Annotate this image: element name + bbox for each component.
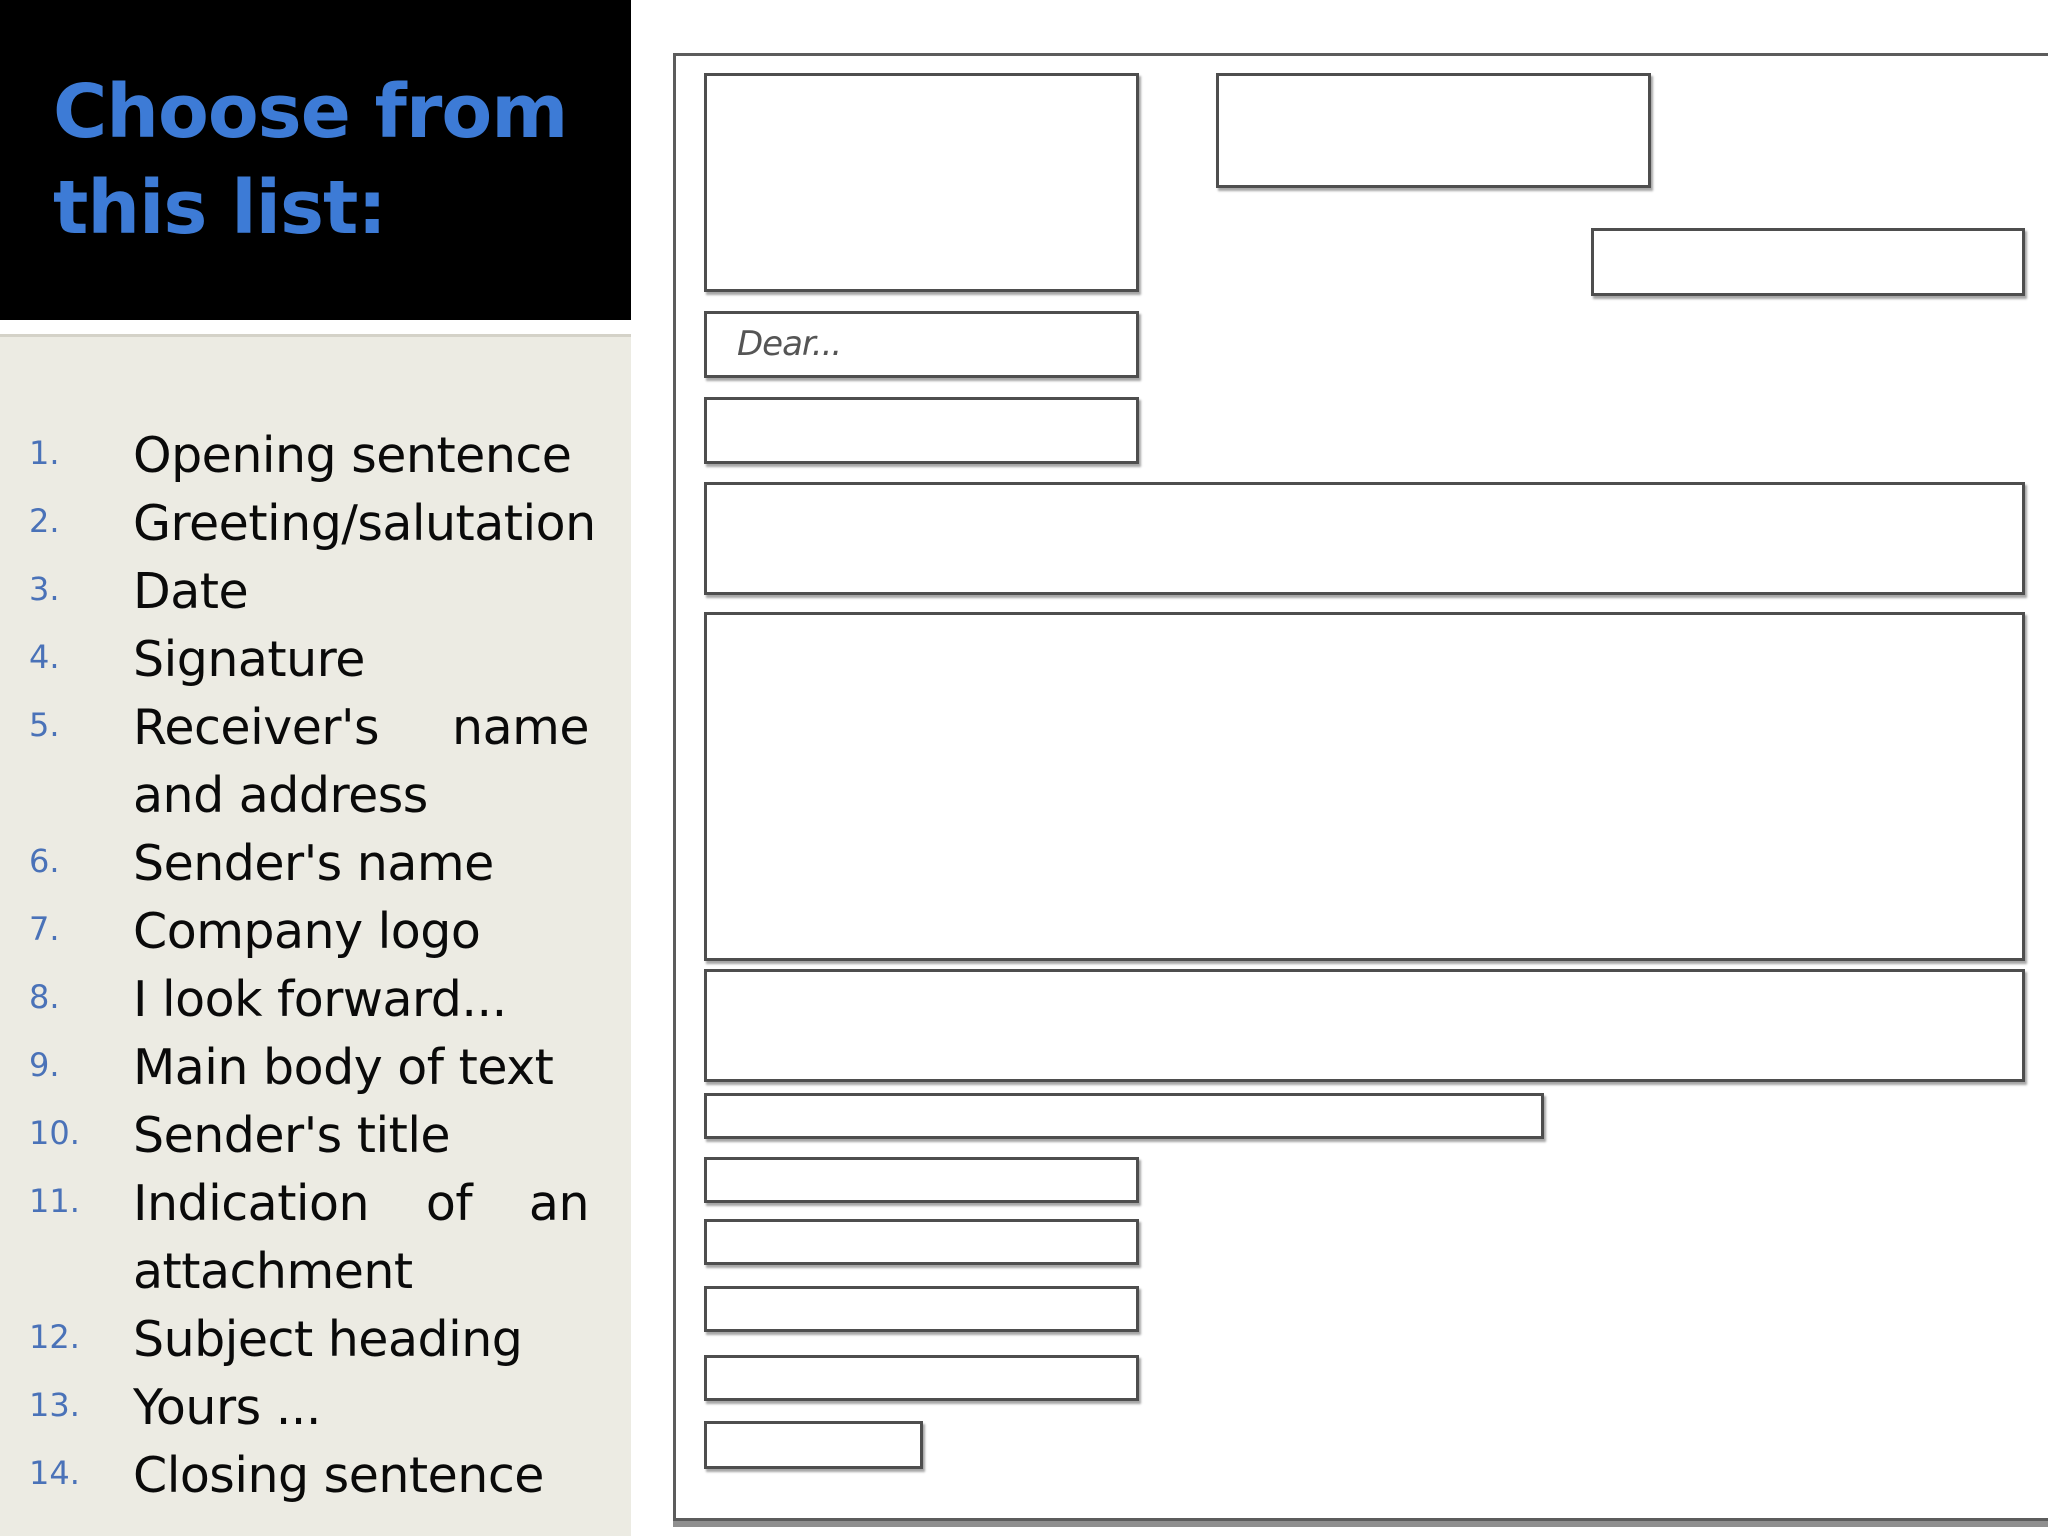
list-item [0,1170,631,1306]
item-text: Yours ... [133,1379,321,1436]
list-item [0,1374,631,1442]
item-number: 3. [29,570,60,608]
item-number: 2. [29,502,60,540]
item-number: 13. [29,1386,80,1424]
item-text: Main body of text [133,1039,554,1096]
choice-list [0,422,631,1510]
item-text: Indication of an attachment [133,1175,589,1300]
divider [0,320,631,334]
item-number: 11. [29,1182,80,1220]
letter-box-sender-name [704,1286,1139,1332]
item-number: 12. [29,1318,80,1356]
letter-box-look-forward [704,1093,1544,1139]
item-number: 5. [29,706,60,744]
list-item [0,1034,631,1102]
letter-box-attachment [704,1421,923,1469]
item-text: Receiver's name and address [133,699,589,824]
title-panel [0,0,631,320]
item-number: 10. [29,1114,80,1152]
item-text: Date [133,563,249,620]
title-line-1: Choose from [53,69,568,155]
item-text: I look forward... [133,971,507,1028]
list-item [0,626,631,694]
list-item [0,966,631,1034]
item-number: 1. [29,434,60,472]
item-number: 4. [29,638,60,676]
page-title [53,64,613,256]
letter-diagram [673,53,2048,1521]
item-text: Signature [133,631,365,688]
item-number: 14. [29,1454,80,1492]
letter-box-subject [704,397,1139,464]
list-item [0,490,631,558]
item-text: Sender's name [133,835,494,892]
item-number: 9. [29,1046,60,1084]
list-item [0,898,631,966]
letter-box-logo [704,73,1139,292]
letter-box-date [1591,228,2025,296]
list-item [0,558,631,626]
letter-box-yours [704,1157,1139,1203]
letter-box-body [704,612,2025,961]
list-item [0,1442,631,1510]
letter-box-greeting [704,311,1139,378]
item-number: 7. [29,910,60,948]
dear-text: Dear... [737,324,842,364]
item-text: Subject heading [133,1311,523,1368]
item-number: 8. [29,978,60,1016]
list-item [0,1102,631,1170]
item-text: Greeting/salutation [133,495,596,552]
title-line-2: this list: [53,165,386,251]
letter-box-closing [704,969,2025,1082]
list-item [0,422,631,490]
letter-box-sender-title [704,1355,1139,1401]
list-panel [0,334,631,1536]
item-number: 6. [29,842,60,880]
letter-box-opening [704,482,2025,595]
item-text: Sender's title [133,1107,451,1164]
list-item [0,830,631,898]
letter-box-sender-address [1216,73,1651,188]
item-text: Company logo [133,903,481,960]
letter-box-signature [704,1219,1139,1265]
list-item [0,1306,631,1374]
list-item [0,694,631,830]
item-text: Opening sentence [133,427,572,484]
item-text: Closing sentence [133,1447,544,1504]
